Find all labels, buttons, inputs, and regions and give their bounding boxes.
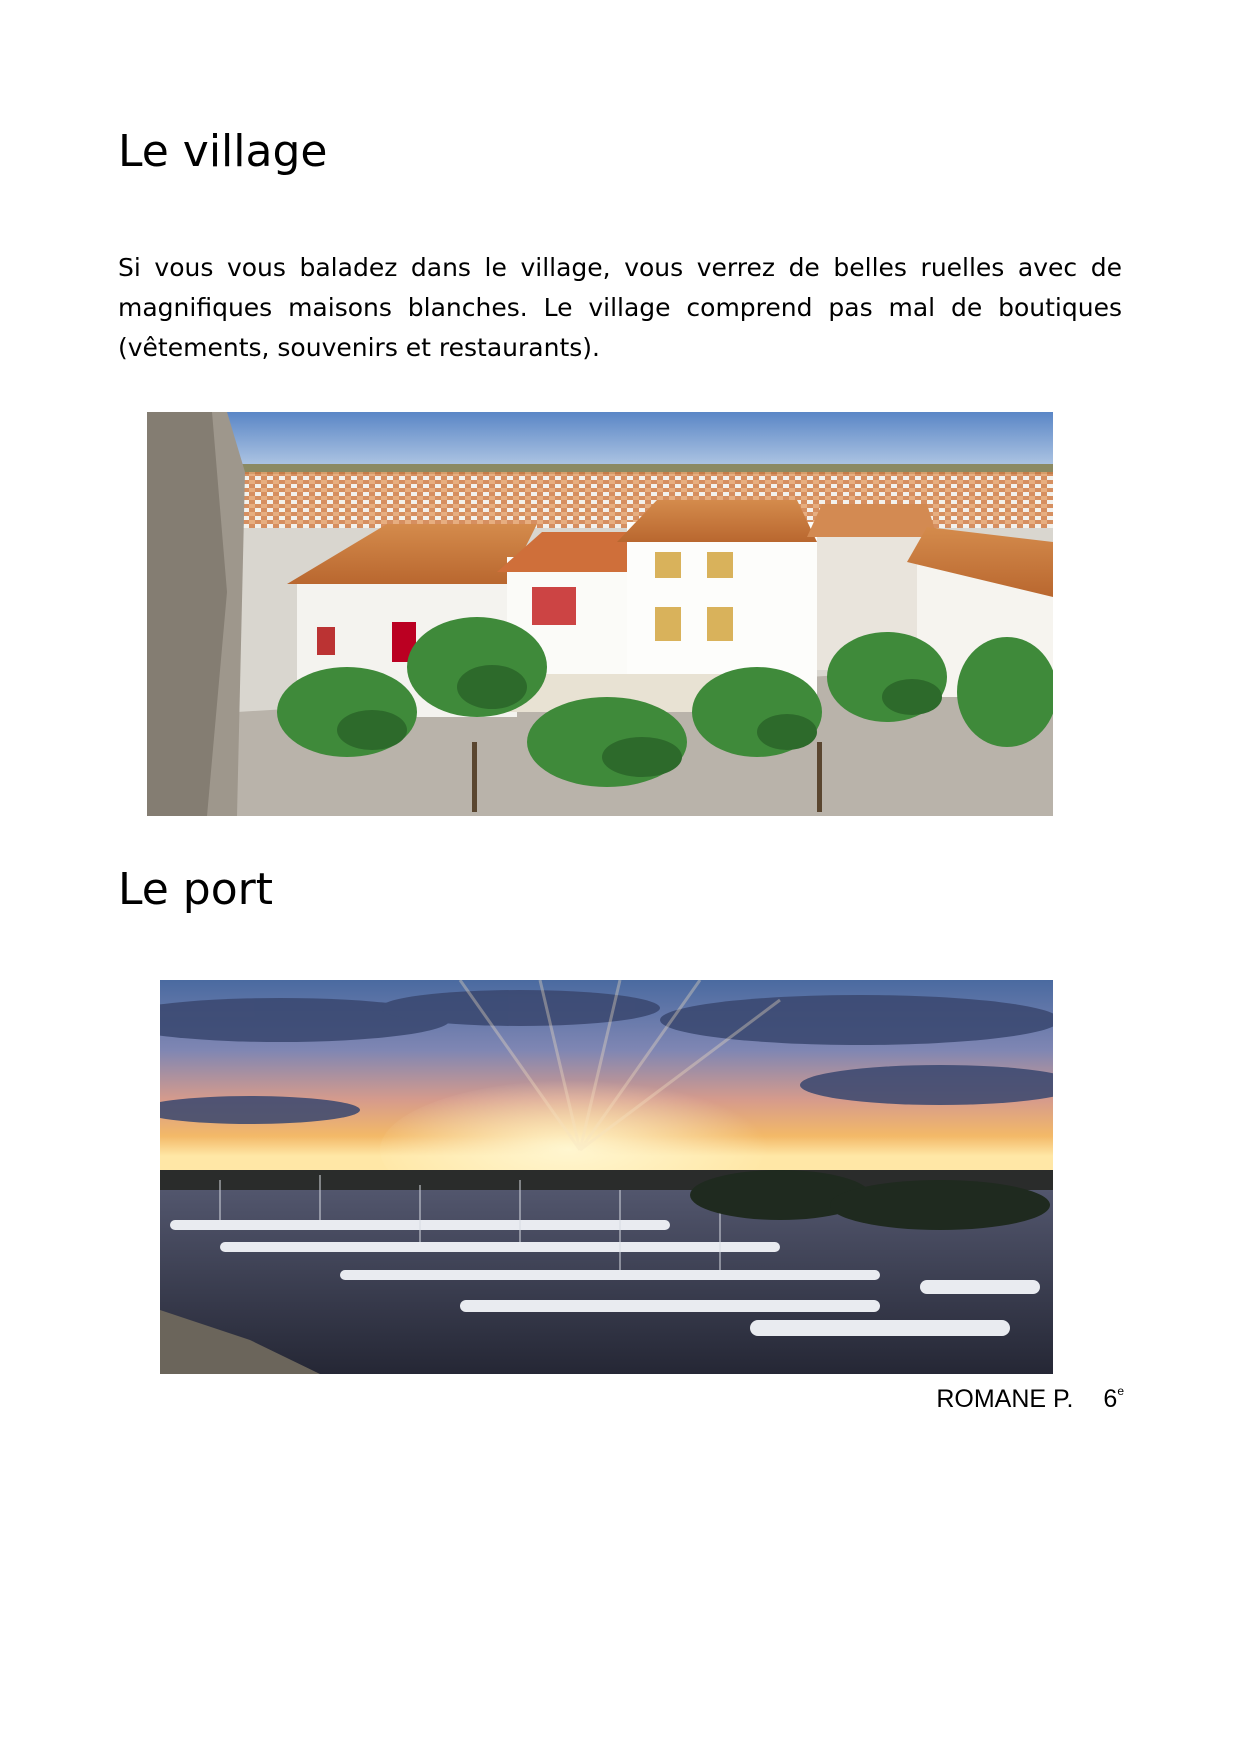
author-name: ROMANE P.	[936, 1385, 1074, 1413]
author-signature	[936, 1384, 1124, 1414]
port-photo	[160, 980, 1053, 1374]
village-paragraph: Si vous vous baladez dans le village, vous verrez de belles ruelles avec de magnifiques maisons blanches. Le village comprend pas mal de boutiques (vêtements, souvenirs et restaurants).	[118, 253, 1122, 362]
village-photo	[147, 412, 1053, 816]
author-grade: 6	[1103, 1385, 1118, 1413]
author-grade-suffix: e	[1117, 1384, 1124, 1398]
section-heading-village: Le village	[118, 126, 328, 177]
section-heading-port: Le port	[118, 864, 273, 915]
